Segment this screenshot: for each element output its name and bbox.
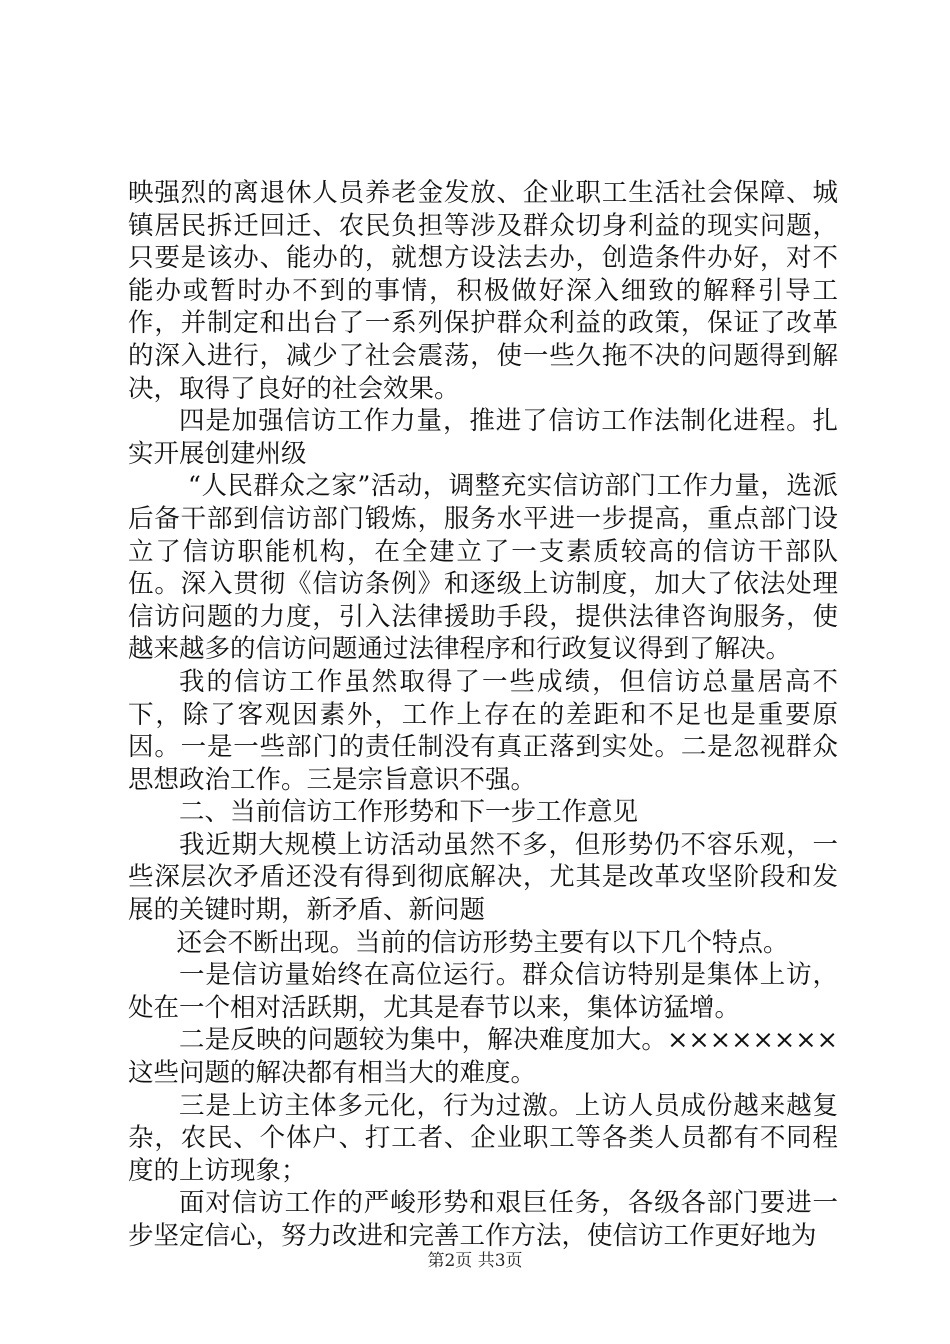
paragraph-10: 面对信访工作的严峻形势和艰巨任务，各级各部门要进一步坚定信心，努力改进和完善工作方法，使信访工作更好地为 (128, 1188, 838, 1251)
body-text (128, 177, 838, 1253)
section-heading: 二、当前信访工作形势和下一步工作意见 (179, 797, 639, 828)
paragraph-4: 我的信访工作虽然取得了一些成绩，但信访总量居高不下，除了客观因素外，工作上存在的差距和不足也是重要原因。一是一些部门的责任制没有真正落到实处。二是忽视群众思想政治工作。三是宗旨意识不强。 (128, 666, 838, 795)
paragraph-3: “人民群众之家”活动，调整充实信访部门工作力量，选派后备干部到信访部门锻炼，服务水平进一步提高，重点部门设立了信访职能机构，在全建立了一支素质较高的信访干部队伍。深入贯彻《信访条例》和逐级上访制度，加大了依法处理信访问题的力度，引入法律援助手段，提供法律咨询服务，使越来越多的信访问题通过法律程序和行政复议得到了解决。 (128, 471, 838, 665)
paragraph-1: 映强烈的离退休人员养老金发放、企业职工生活社会保障、城镇居民拆迁回迁、农民负担等涉及群众切身利益的现实问题，只要是该办、能办的，就想方设法去办，创造条件办好，对不能办或暂时办不到的事情，积极做好深入细致的解释引导工作，并制定和出台了一系列保护群众利益的政策，保证了改革的深入进行，减少了社会震荡，使一些久拖不决的问题得到解决，取得了良好的社会效果。 (128, 178, 838, 404)
paragraph-5: 我近期大规模上访活动虽然不多，但形势仍不容乐观，一些深层次矛盾还没有得到彻底解决，尤其是改革攻坚阶段和发展的关键时期，新矛盾、新问题 (128, 829, 838, 926)
paragraph-8: 二是反映的问题较为集中，解决难度加大。××××××××这些问题的解决都有相当大的难度。 (128, 1025, 838, 1089)
page-footer (0, 1246, 950, 1271)
page-indicator: 第2页 共3页 (427, 1251, 523, 1271)
paragraph-9: 三是上访主体多元化，行为过激。上访人员成份越来越复杂，农民、个体户、打工者、企业职工等各类人员都有不同程度的上访现象； (128, 1090, 838, 1186)
paragraph-6: 还会不断出现。当前的信访形势主要有以下几个特点。 (176, 927, 789, 958)
paragraph-2: 四是加强信访工作力量，推进了信访工作法制化进程。扎实开展创建州级 (128, 406, 838, 469)
paragraph-7: 一是信访量始终在高位运行。群众信访特别是集体上访，处在一个相对活跃期，尤其是春节以来，集体访猛增。 (128, 960, 838, 1023)
